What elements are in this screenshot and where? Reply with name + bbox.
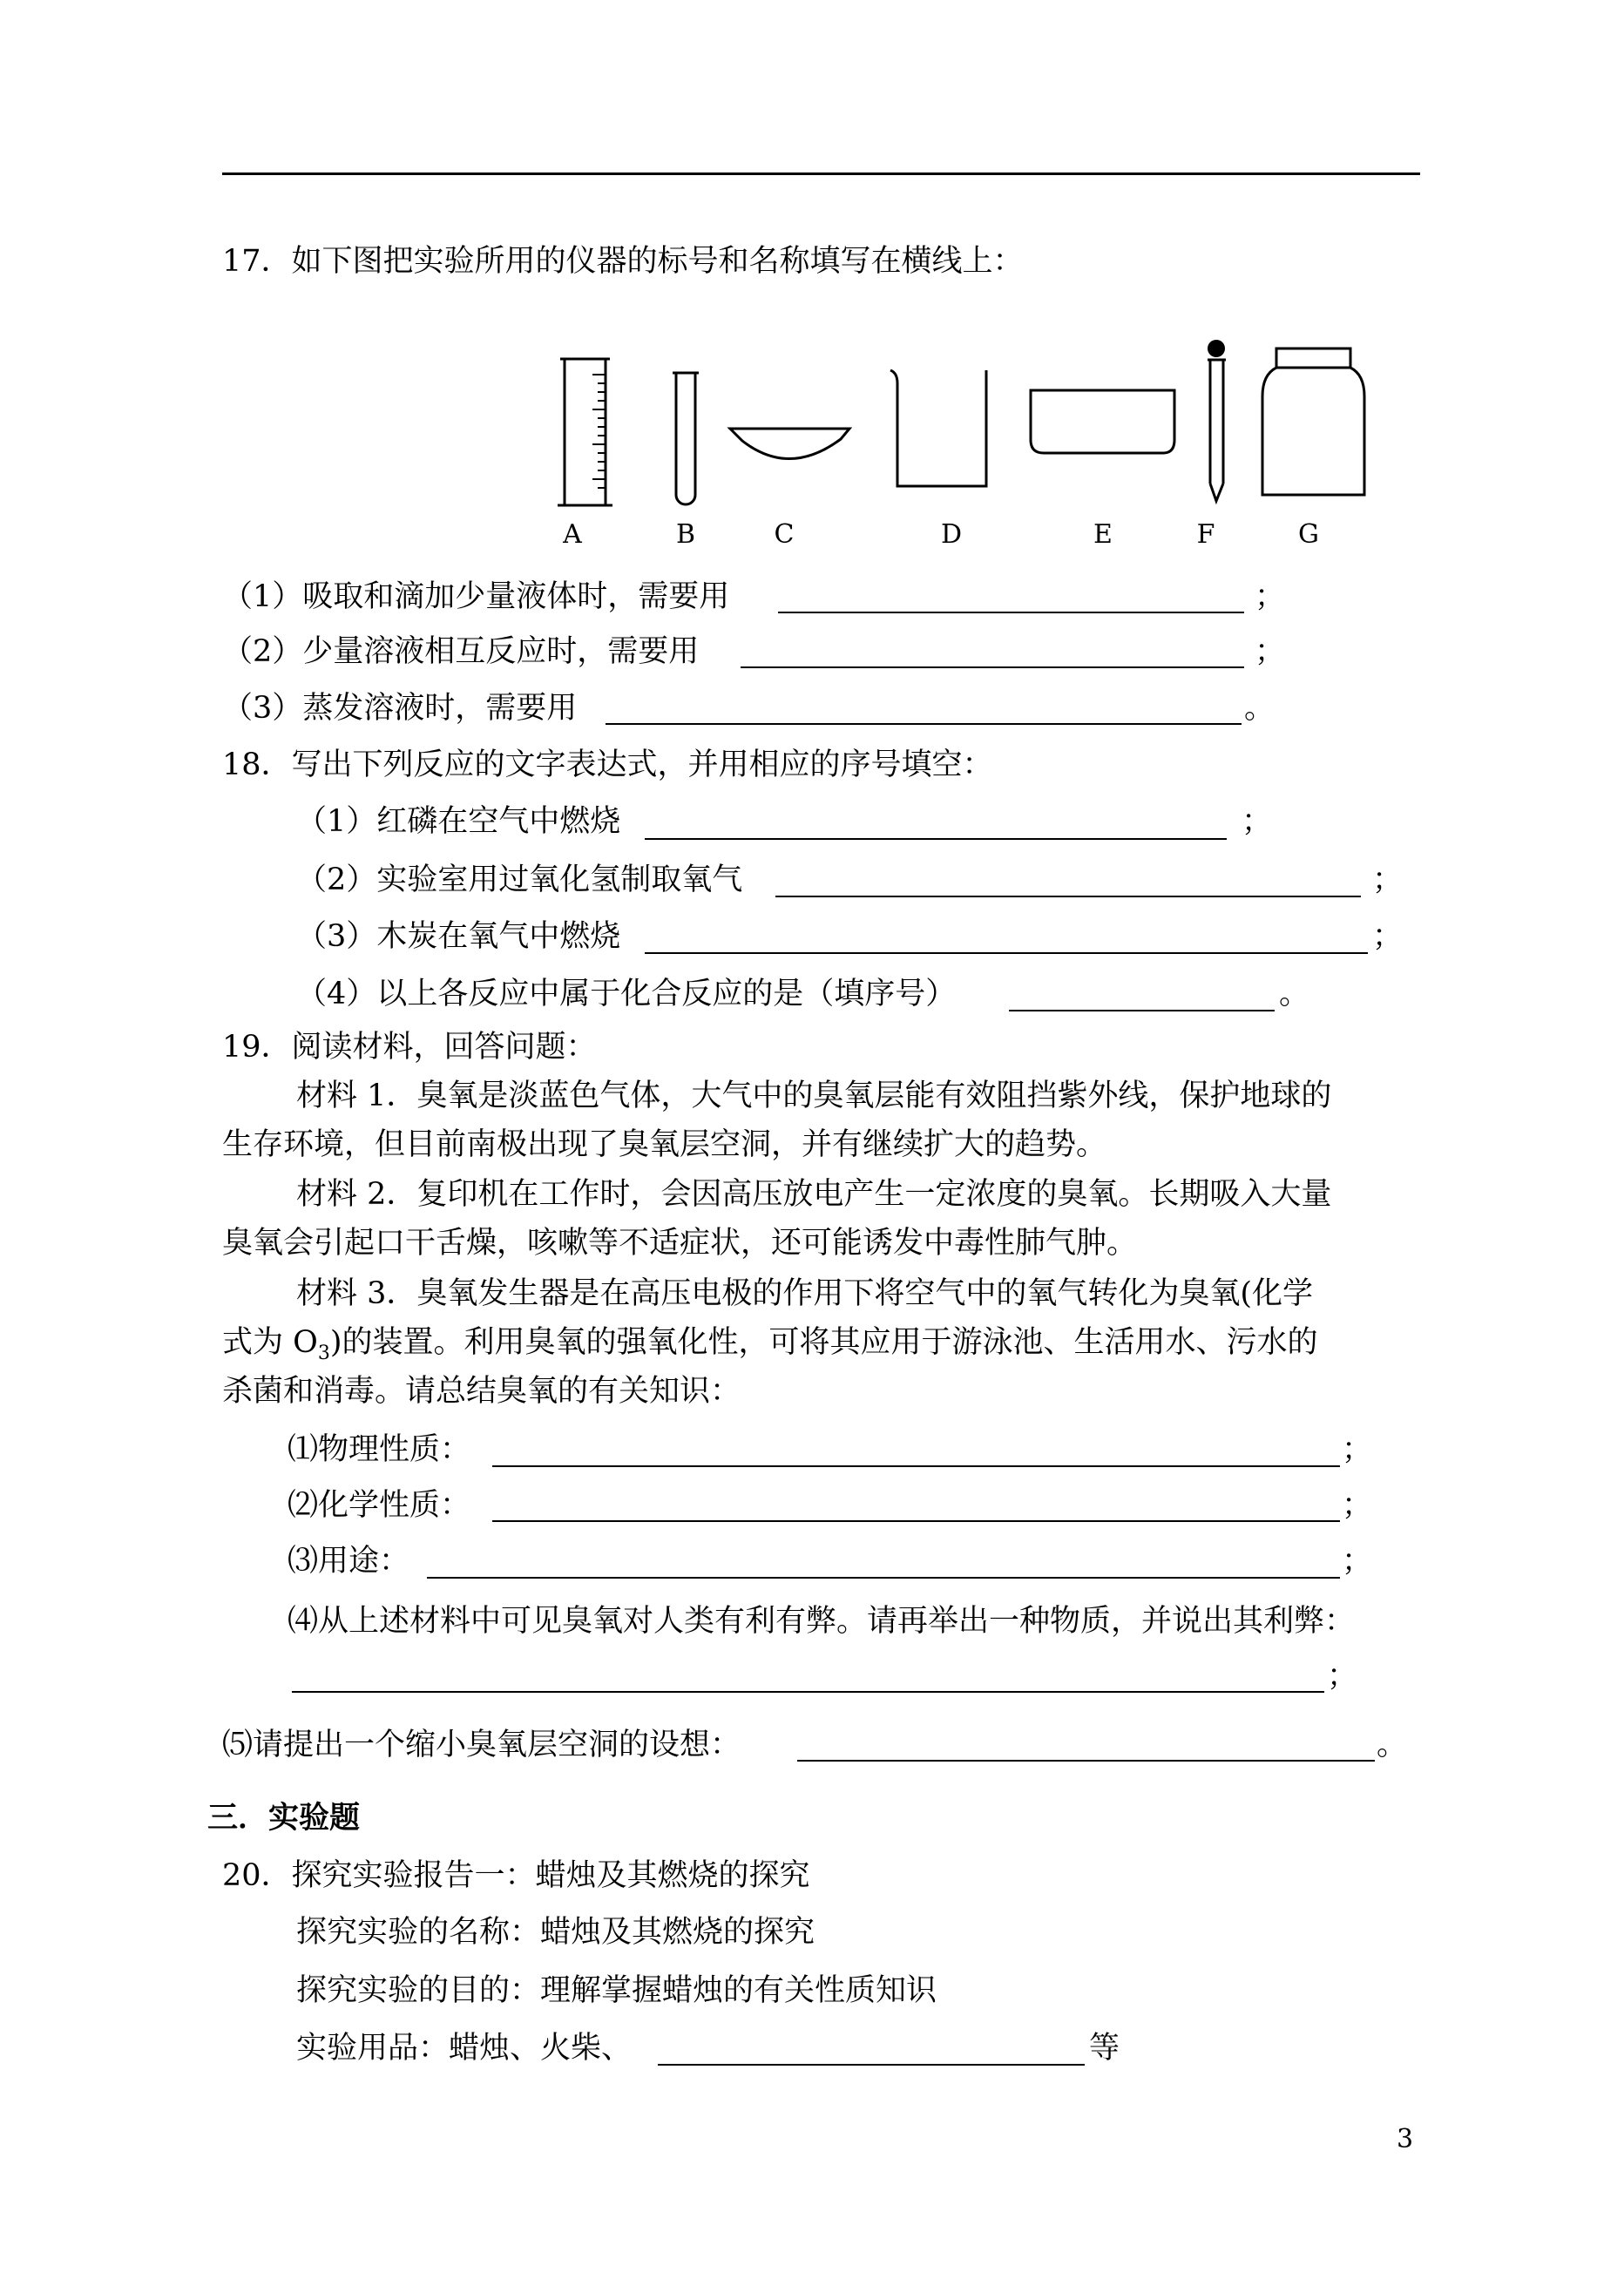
q18-item-4-suffix: 。 (1279, 977, 1310, 1011)
q17-item-1-prefix: （1）吸取和滴加少量液体时，需要用 (222, 579, 730, 614)
q17-stem: 17．如下图把实验所用的仪器的标号和名称填写在横线上： (222, 244, 1024, 279)
q20-supplies-prefix: 实验用品：蜡烛、火柴、 (296, 2031, 633, 2066)
q19-material-2-line-1: 材料 2．复印机在工作时，会因高压放电产生一定浓度的臭氧。长期吸入大量 (296, 1177, 1332, 1212)
q20-name-line: 探究实验的名称：蜡烛及其燃烧的探究 (296, 1915, 815, 1950)
q18-item-3-prefix: （3）木炭在氧气中燃烧 (296, 919, 621, 954)
q19-material-1-line-1: 材料 1．臭氧是淡蓝色气体，大气中的臭氧层能有效阻挡紫外线，保护地球的 (296, 1079, 1332, 1113)
q19-material-2-line-2: 臭氧会引起口干舌燥，咳嗽等不适症状，还可能诱发中毒性肺气肿。 (222, 1226, 1138, 1261)
q17-item-3-suffix: 。 (1244, 691, 1276, 726)
q18-item-3-suffix: ； (1372, 919, 1404, 954)
q19-sub-2-suffix: ； (1342, 1488, 1373, 1523)
q18-stem: 18．写出下列反应的文字表达式，并用相应的序号填空： (222, 747, 993, 782)
dropper-icon (1208, 360, 1226, 501)
q18-item-1-prefix: （1）红磷在空气中燃烧 (296, 804, 621, 839)
apparatus-label-c: C (774, 519, 795, 550)
q18-item-4-blank[interactable] (1009, 1010, 1275, 1011)
q20-purpose-line: 探究实验的目的：理解掌握蜡烛的有关性质知识 (296, 1973, 937, 2008)
apparatus-label-d: D (940, 519, 963, 550)
q19-sub-3-blank[interactable] (427, 1577, 1340, 1579)
q17-item-2-suffix: ； (1255, 634, 1286, 669)
q19-sub-4-label: ⑷从上述材料中可见臭氧对人类有利有弊。请再举出一种物质，并说出其利弊： (288, 1604, 1356, 1639)
test-tube-icon (673, 373, 699, 504)
q20-supplies-blank[interactable] (658, 2064, 1085, 2066)
jar-icon (1262, 348, 1364, 495)
apparatus-label-a: A (563, 519, 582, 550)
trough-icon (1031, 390, 1174, 453)
q19-sub-5-suffix: 。 (1377, 1728, 1408, 1762)
q17-item-3-prefix: （3）蒸发溶液时，需要用 (222, 691, 578, 726)
q19-sub-3-suffix: ； (1342, 1544, 1373, 1579)
apparatus-label-e: E (1093, 519, 1113, 550)
graduated-cylinder-icon (558, 359, 612, 505)
q18-item-2-prefix: （2）实验室用过氧化氢制取氧气 (296, 862, 743, 897)
page-number: 3 (1397, 2124, 1414, 2154)
q19-sub-1-blank[interactable] (492, 1465, 1340, 1467)
q18-item-2-suffix: ； (1372, 862, 1404, 897)
section-3-heading: 三．实验题 (207, 1800, 361, 1836)
apparatus-label-g: G (1298, 519, 1319, 550)
q18-item-1-suffix: ； (1242, 804, 1273, 839)
q20-stem: 20．探究实验报告一：蜡烛及其燃烧的探究 (222, 1858, 810, 1893)
q19-sub-5-blank[interactable] (797, 1760, 1375, 1762)
q19-sub-4-blank[interactable] (292, 1691, 1324, 1693)
q18-item-3-blank[interactable] (645, 952, 1368, 954)
q18-item-1-blank[interactable] (645, 838, 1227, 840)
beaker-icon (890, 370, 986, 486)
q19-sub-2-blank[interactable] (492, 1520, 1340, 1522)
apparatus-label-f: F (1196, 519, 1215, 550)
q19-material-1-line-2: 生存环境，但目前南极出现了臭氧层空洞，并有继续扩大的趋势。 (222, 1127, 1107, 1162)
q19-sub-2-label: ⑵化学性质： (288, 1488, 471, 1523)
apparatus-label-b: B (675, 519, 696, 550)
q18-item-4-prefix: （4）以上各反应中属于化合反应的是（填序号） (296, 977, 957, 1011)
q19-stem: 19．阅读材料，回答问题： (222, 1030, 597, 1065)
q19-material-3-line-2: 式为 $O_3$)的装置。利用臭氧的强氧化性，可将其应用于游泳池、生活用水、污水的 (222, 1325, 1318, 1364)
q17-item-1-suffix: ； (1255, 579, 1286, 614)
q17-item-1-blank[interactable] (778, 612, 1244, 613)
apparatus-figure (0, 0, 1624, 558)
q17-item-2-blank[interactable] (741, 666, 1244, 668)
q19-sub-1-suffix: ； (1342, 1432, 1373, 1467)
q19-sub-4-suffix: ； (1327, 1659, 1358, 1694)
q18-item-2-blank[interactable] (775, 896, 1361, 897)
q19-material-3-line-1: 材料 3．臭氧发生器是在高压电极的作用下将空气中的氧气转化为臭氧(化学 (296, 1276, 1314, 1311)
evaporating-dish-icon (730, 429, 849, 459)
q20-supplies-suffix: 等 (1089, 2031, 1120, 2066)
dropper-bulb-icon (1208, 340, 1225, 357)
q19-sub-3-label: ⑶用途： (288, 1544, 410, 1579)
q17-item-2-prefix: （2）少量溶液相互反应时，需要用 (222, 634, 700, 669)
q19-sub-1-label: ⑴物理性质： (288, 1432, 471, 1467)
q19-sub-5-label: ⑸请提出一个缩小臭氧层空洞的设想： (222, 1728, 741, 1762)
q19-material-3-line-3: 杀菌和消毒。请总结臭氧的有关知识： (222, 1374, 741, 1409)
q17-item-3-blank[interactable] (606, 723, 1242, 725)
